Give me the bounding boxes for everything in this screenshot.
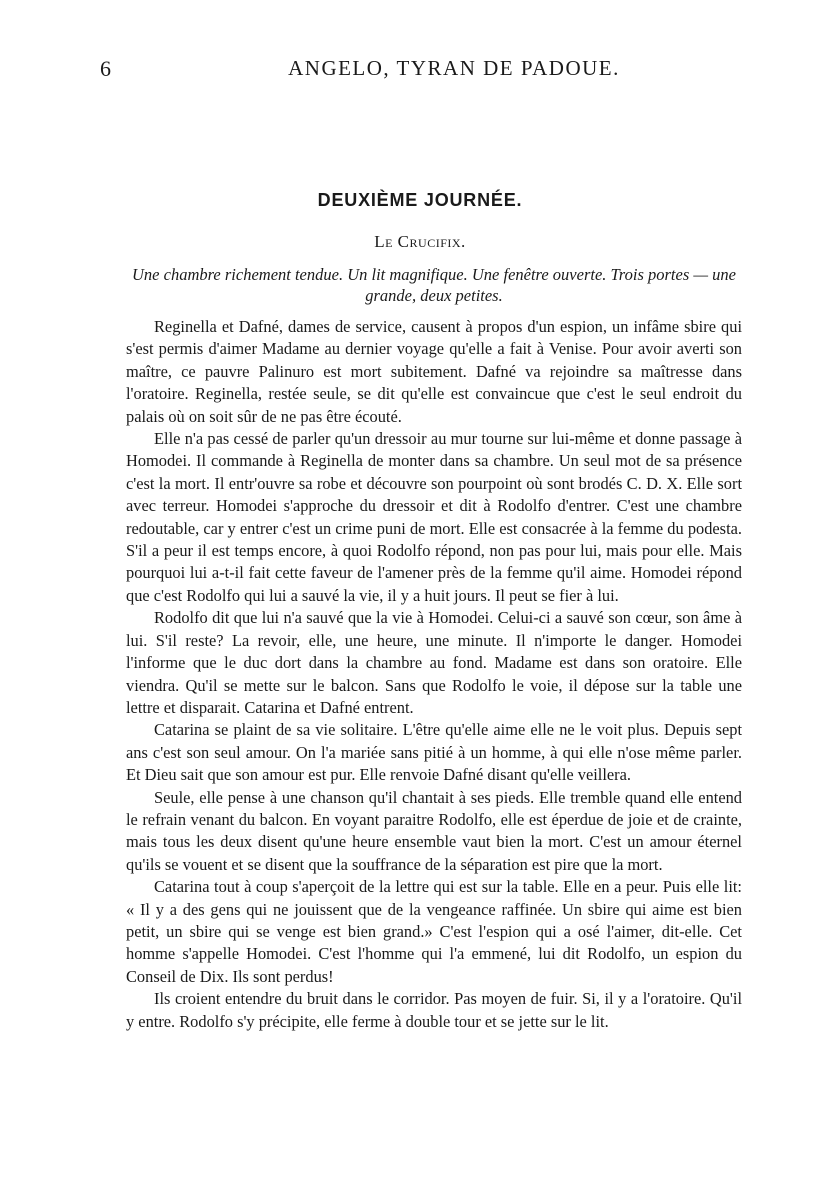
stage-direction: Une chambre richement tendue. Un lit magnifique. Une fenêtre ouverte. Trois portes — une grande, deux petites. bbox=[132, 265, 736, 305]
page-header bbox=[100, 56, 768, 86]
paragraph: Elle n'a pas cessé de parler qu'un dressoir au mur tourne sur lui-même et donne passage à Homodei. Il commande à Reginella de monter dans sa chambre. Un seul mot de sa présence c'est la mort. Il entr'ouvre sa robe et découvre son pourpoint où sont brodés C. D. X. Elle sort avec terreur. Homodei s'approche du dressoir et dit à Rodolfo d'entrer. C'est une chambre redoutable, car y entrer c'est un crime puni de mort. Elle est consacrée à la femme du podesta. S'il a peur il est temps encore, à quoi Rodolfo répond, non pas pour lui, mais pour elle. Mais pourquoi lui a-t-il fait cette faveur de l'amener près de la femme qu'il aime. Homodei répond que c'est Rodolfo qui lui a sauvé la vie, il y a huit jours. Il peut se fier à lui. bbox=[126, 429, 742, 605]
paragraph: Reginella et Dafné, dames de service, causent à propos d'un espion, un infâme sbire qui s'est permis d'aimer Madame au dernier voyage qu'elle a fait à Venise. Pour avoir averti son maître, ce pauvre Palinuro est mort subitement. Dafné va rejoindre sa maîtresse dans l'oratoire. Reginella, restée seule, se dit qu'elle est convaincue que c'est le seul endroit du palais où on soit sûr de ne pas être écouté. bbox=[126, 317, 742, 426]
paragraph: Catarina tout à coup s'aperçoit de la lettre qui est sur la table. Elle en a peur. Puis elle lit: « Il y a des gens qui ne jouissent que de la vengeance raffinée. Un sbire qui aime est bien petit, un sbire qui se venge est bien grand.» C'est l'espion qui a osé l'aimer, dit-elle. Cet homme s'appelle Homodei. C'est l'homme qui l'a emmené, lui dit Rodolfo, un espion du Conseil de Dix. Ils sont perdus! bbox=[126, 877, 742, 986]
section-title: DEUXIÈME JOURNÉE. bbox=[317, 190, 523, 210]
paragraph: Catarina se plaint de sa vie solitaire. L'être qu'elle aime elle ne le voit plus. Depuis sept ans c'est son seul amour. On l'a mariée sans pitié à un homme, à qui elle n'ose même parler. Et Dieu sait que son amour est pur. Elle renvoie Dafné disant qu'elle veillera. bbox=[126, 720, 742, 785]
page-number: 6 bbox=[100, 56, 111, 81]
running-title: ANGELO, TYRAN DE PADOUE. bbox=[288, 56, 620, 80]
section-subtitle bbox=[0, 232, 840, 252]
paragraph: Ils croient entendre du bruit dans le corridor. Pas moyen de fuir. Si, il y a l'oratoire. Qu'il y entre. Rodolfo s'y précipite, elle ferme à double tour et se jette sur le lit. bbox=[126, 989, 742, 1031]
subtitle-text: Le Crucifix. bbox=[374, 232, 466, 251]
paragraph: Rodolfo dit que lui n'a sauvé que la vie à Homodei. Celui-ci a sauvé son cœur, son âme à lui. S'il reste? La revoir, elle, une heure, une minute. Il n'importe le danger. Homodei l'informe que le duc dort dans la chambre au fond. Madame est dans son oratoire. Elle viendra. Qu'il se mette sur le balcon. Sans que Rodolfo le voie, il dépose sur la table une lettre et disparait. Catarina et Dafné entrent. bbox=[126, 608, 742, 717]
body-text bbox=[126, 316, 742, 1033]
paragraph: Seule, elle pense à une chanson qu'il chantait à ses pieds. Elle tremble quand elle entend le refrain venant du balcon. En voyant paraitre Rodolfo, elle est éperdue de joie et de crainte, mais tous les deux disent qu'une heure ensemble vaut bien la mort. C'est un amour éternel qu'ils se vouent et se disent que la souffrance de la séparation est pire que la mort. bbox=[126, 787, 742, 874]
